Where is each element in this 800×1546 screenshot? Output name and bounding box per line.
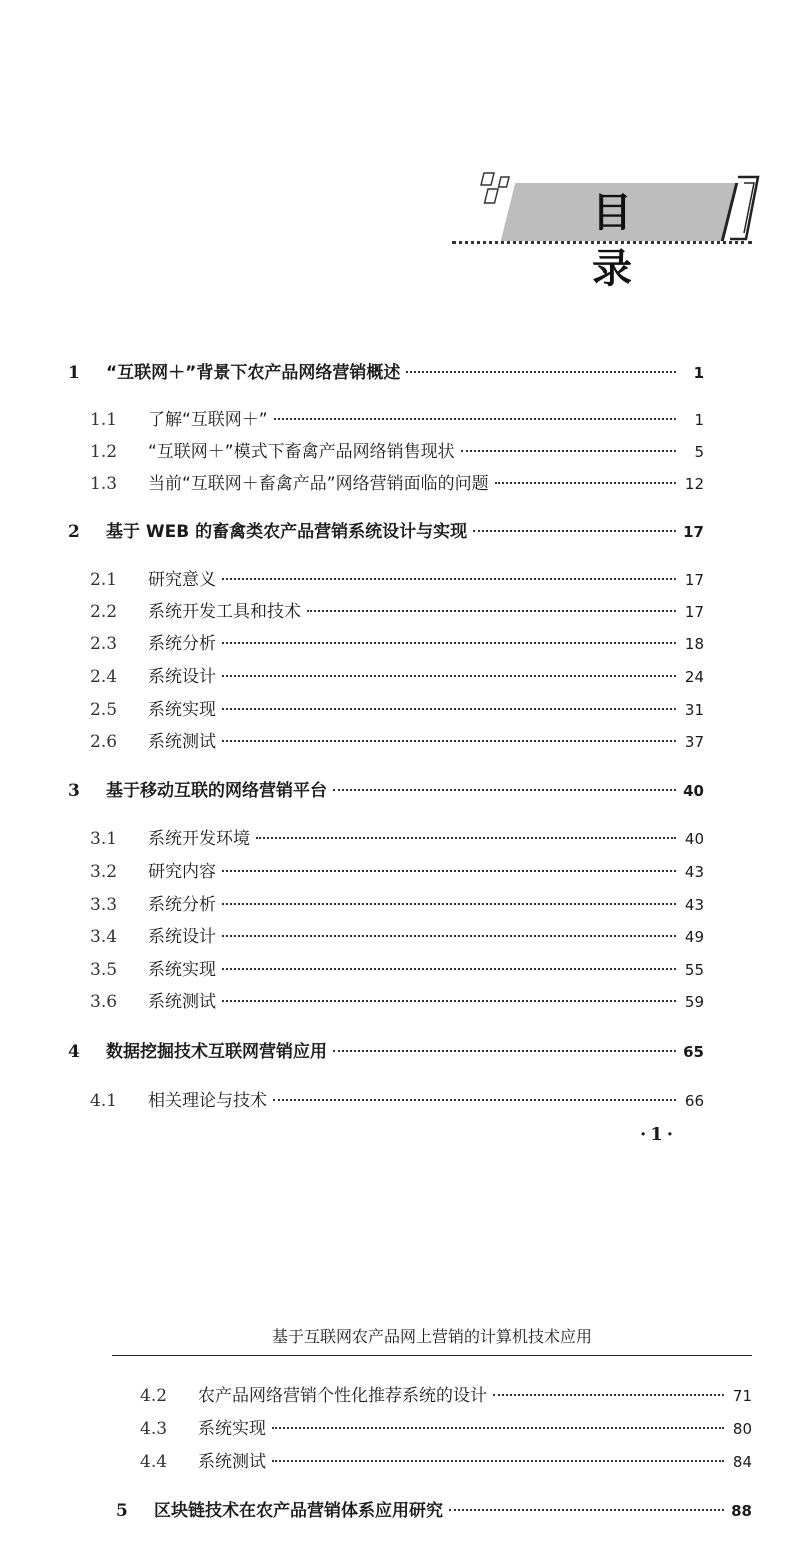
dot-leader — [449, 1509, 724, 1511]
dot-leader — [274, 418, 676, 420]
toc-entry-section-1-3[interactable]: 1.3 当前“互联网＋畜禽产品”网络营销面临的问题 12 — [90, 469, 704, 499]
dot-leader — [493, 1394, 724, 1396]
dot-leader — [256, 837, 676, 839]
dot-leader — [222, 903, 676, 905]
page-number: 31 — [684, 701, 704, 719]
dot-leader — [222, 870, 676, 872]
dot-leader — [272, 1460, 724, 1462]
toc-entry-section-4-1[interactable]: 4.1 相关理论与技术 66 — [90, 1086, 704, 1116]
toc-entry-chapter-4[interactable]: 4 数据挖掘技术互联网营销应用 65 — [68, 1037, 704, 1067]
page-number: 17 — [683, 523, 704, 541]
toc-entry-chapter-1[interactable]: 1 “互联网＋”背景下农产品网络营销概述 1 — [68, 358, 704, 388]
toc-entry-section-3-2[interactable]: 3.2 研究内容 43 — [90, 857, 704, 887]
page-number: 17 — [684, 603, 704, 621]
toc-entry-section-3-1[interactable]: 3.1 系统开发环境 40 — [90, 824, 704, 854]
page-number: 40 — [683, 782, 704, 800]
page-number: 55 — [684, 961, 704, 979]
dot-leader — [222, 935, 676, 937]
dot-leader — [222, 675, 676, 677]
page-title: 目 录 — [592, 190, 672, 292]
dot-leader — [222, 968, 676, 970]
toc-entry-section-3-4[interactable]: 3.4 系统设计 49 — [90, 922, 704, 952]
toc-entry-chapter-5[interactable]: 5 区块链技术在农产品营销体系应用研究 88 — [116, 1496, 752, 1526]
page-number: 43 — [684, 863, 704, 881]
page-number: 17 — [684, 571, 704, 589]
toc-entry-section-3-5[interactable]: 3.5 系统实现 55 — [90, 955, 704, 985]
page-number: 40 — [684, 830, 704, 848]
toc-entry-section-2-2[interactable]: 2.2 系统开发工具和技术 17 — [90, 597, 704, 627]
dot-leader — [307, 610, 676, 612]
toc-entry-section-4-4[interactable]: 4.4 系统测试 84 — [140, 1447, 752, 1477]
dot-leader — [473, 530, 676, 532]
toc-entry-section-1-1[interactable]: 1.1 了解“互联网＋” 1 — [90, 405, 704, 435]
dot-leader — [333, 789, 676, 791]
page-number: 59 — [684, 993, 704, 1011]
dot-leader — [461, 450, 676, 452]
toc-entry-section-2-5[interactable]: 2.5 系统实现 31 — [90, 695, 704, 725]
page-number: 71 — [732, 1387, 752, 1405]
page-number: 80 — [732, 1420, 752, 1438]
page-number: 1 — [693, 364, 704, 382]
dot-leader — [333, 1050, 676, 1052]
toc-title-banner — [480, 165, 770, 292]
dot-leader — [222, 740, 676, 742]
page-number: 18 — [684, 635, 704, 653]
running-head: 基于互联网农产品网上营销的计算机技术应用 — [112, 1324, 752, 1356]
toc-entry-section-4-2[interactable]: 4.2 农产品网络营销个性化推荐系统的设计 71 — [140, 1381, 752, 1411]
page-number: 66 — [684, 1092, 704, 1110]
toc-entry-section-4-3[interactable]: 4.3 系统实现 80 — [140, 1414, 752, 1444]
page-number: 1 — [694, 411, 704, 429]
page-number: 43 — [684, 896, 704, 914]
dot-leader — [222, 578, 676, 580]
dot-leader — [222, 642, 676, 644]
toc-entry-section-2-6[interactable]: 2.6 系统测试 37 — [90, 727, 704, 757]
toc-entry-section-2-4[interactable]: 2.4 系统设计 24 — [90, 662, 704, 692]
dot-leader — [406, 371, 676, 373]
toc-entry-section-2-3[interactable]: 2.3 系统分析 18 — [90, 629, 704, 659]
page-number: 88 — [731, 1502, 752, 1520]
dot-leader — [222, 708, 676, 710]
page-number: 12 — [684, 475, 704, 493]
dot-leader — [272, 1427, 724, 1429]
page-number: 5 — [694, 443, 704, 461]
page-number: 65 — [683, 1043, 704, 1061]
title-dotted-rule — [452, 241, 752, 244]
toc-entry-chapter-3[interactable]: 3 基于移动互联的网络营销平台 40 — [68, 776, 704, 806]
toc-entry-section-1-2[interactable]: 1.2 “互联网＋”模式下畜禽产品网络销售现状 5 — [90, 437, 704, 467]
dot-leader — [273, 1099, 676, 1101]
page-number: 24 — [684, 668, 704, 686]
page-folio: ·1· — [640, 1124, 678, 1145]
dot-leader — [222, 1000, 676, 1002]
toc-entry-section-3-6[interactable]: 3.6 系统测试 59 — [90, 987, 704, 1017]
toc-entry-section-2-1[interactable]: 2.1 研究意义 17 — [90, 565, 704, 595]
dot-leader — [495, 482, 676, 484]
toc-entry-section-3-3[interactable]: 3.3 系统分析 43 — [90, 890, 704, 920]
toc-entry-chapter-2[interactable]: 2 基于 WEB 的畜禽类农产品营销系统设计与实现 17 — [68, 517, 704, 547]
page-number: 49 — [684, 928, 704, 946]
page-number: 37 — [684, 733, 704, 751]
page-number: 84 — [732, 1453, 752, 1471]
